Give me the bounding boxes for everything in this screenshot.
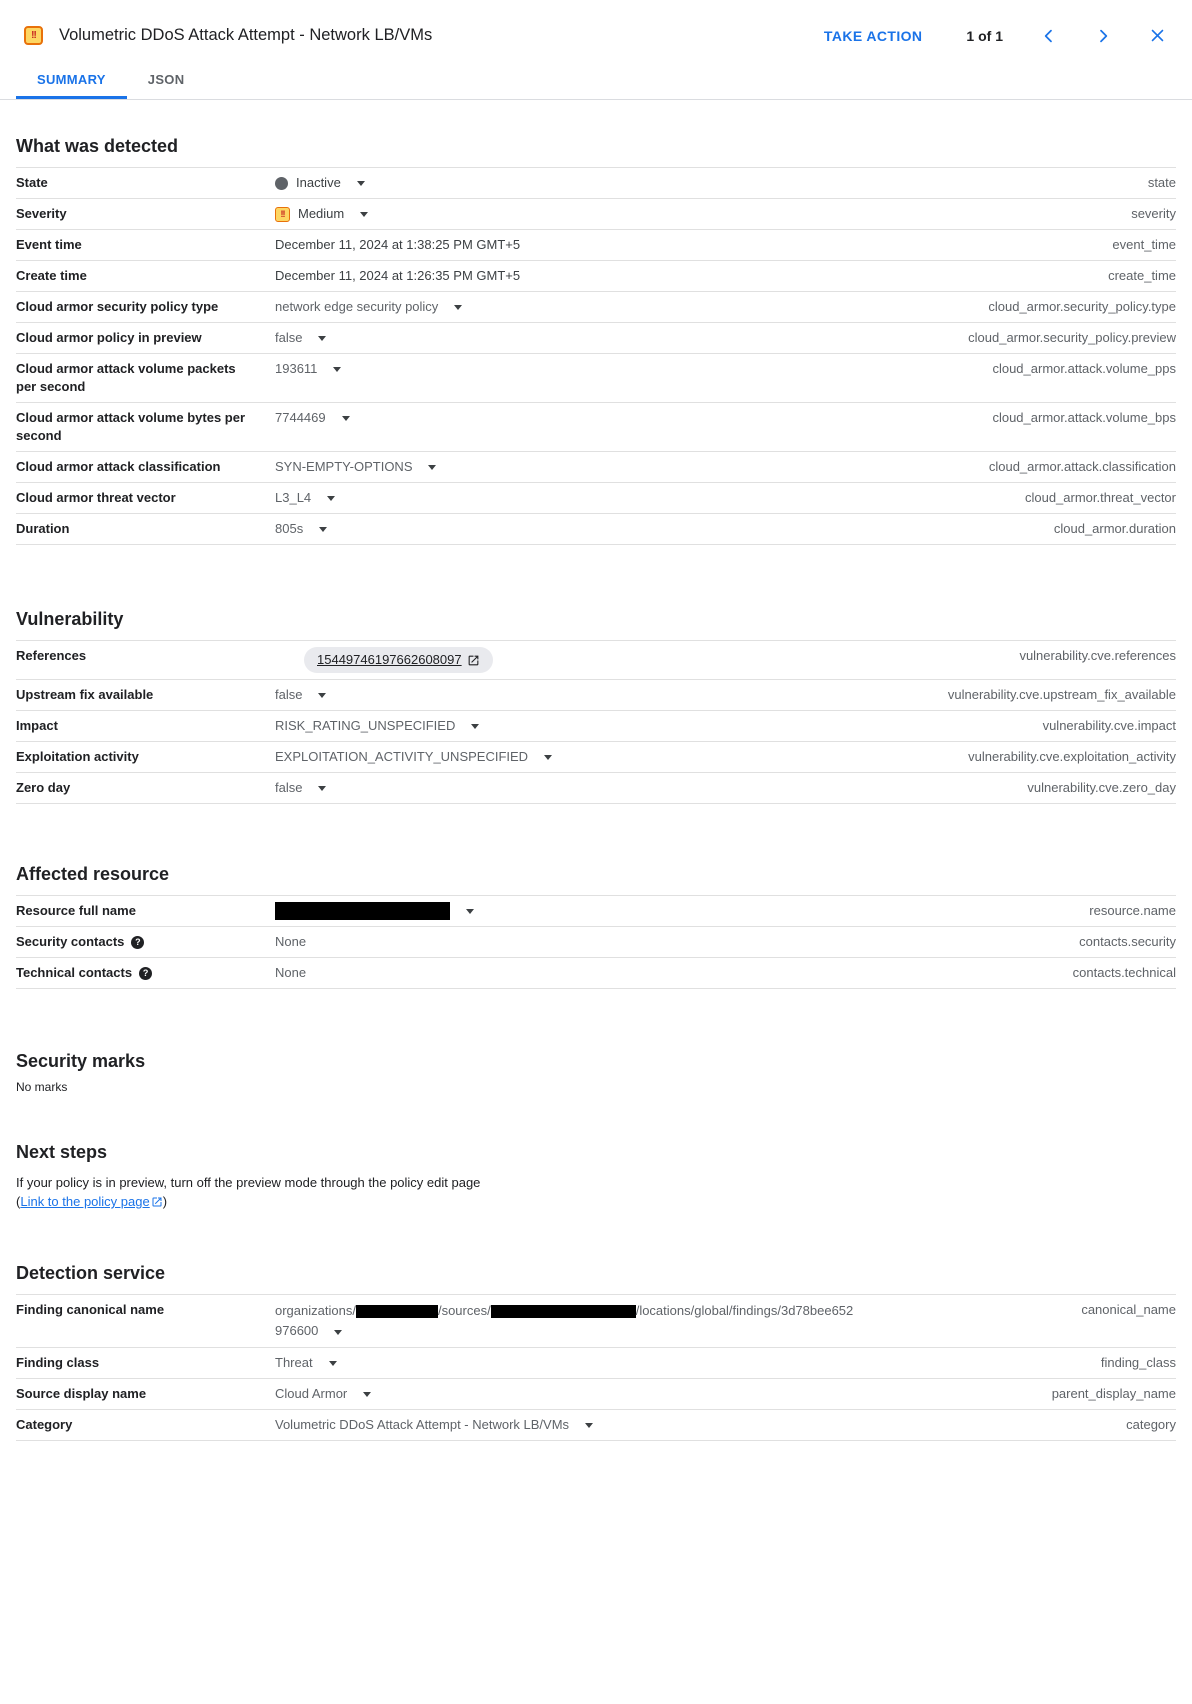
field-label: Source display name <box>16 1386 147 1401</box>
section-vulnerability <box>16 609 1176 804</box>
attribute-key: cloud_armor.threat_vector <box>1024 490 1176 505</box>
table-row <box>16 1295 1176 1348</box>
field-label: Finding class <box>16 1355 100 1370</box>
field-label: Technical contacts <box>16 965 133 980</box>
table-row <box>16 354 1176 403</box>
vulnerability-table <box>16 640 1176 804</box>
field-label: Finding canonical name <box>16 1302 165 1317</box>
table-row <box>16 483 1176 514</box>
field-value: Medium <box>298 206 345 221</box>
policy-page-link[interactable] <box>20 1194 162 1209</box>
field-label: References <box>16 648 87 663</box>
redacted-organization-id <box>356 1305 438 1318</box>
exploitation-value-dropdown[interactable] <box>275 748 552 766</box>
table-row <box>16 292 1176 323</box>
table-row <box>16 1379 1176 1410</box>
category-value-dropdown[interactable] <box>275 1416 593 1434</box>
attribute-key: cloud_armor.attack.volume_bps <box>992 410 1176 425</box>
chevron-down-icon <box>363 1392 371 1397</box>
field-value: 805s <box>275 521 304 536</box>
policy-page-link-label: Link to the policy page <box>20 1194 150 1209</box>
table-row <box>16 323 1176 354</box>
table-row <box>16 199 1176 230</box>
page-title: Volumetric DDoS Attack Attempt - Network LB/VMs <box>59 26 433 44</box>
field-label: Create time <box>16 268 87 283</box>
field-label: Exploitation activity <box>16 749 139 764</box>
table-row <box>16 680 1176 711</box>
field-value: SYN-EMPTY-OPTIONS <box>275 459 413 474</box>
next-steps-text-after: ) <box>162 1194 168 1209</box>
attribute-key: cloud_armor.security_policy.type <box>988 299 1176 314</box>
severity-value-dropdown[interactable] <box>275 205 368 223</box>
chevron-left-icon <box>1041 28 1057 44</box>
field-label: Resource full name <box>16 903 136 918</box>
chevron-down-icon <box>471 724 479 729</box>
chevron-down-icon <box>318 336 326 341</box>
attribute-key: parent_display_name <box>1051 1386 1176 1401</box>
chevron-down-icon <box>357 181 365 186</box>
attribute-key: resource.name <box>1089 903 1176 918</box>
external-link-icon <box>467 654 480 667</box>
table-row <box>16 261 1176 292</box>
field-value: false <box>275 780 303 795</box>
attribute-key: finding_class <box>1100 1355 1176 1370</box>
attribute-key: contacts.security <box>1079 934 1176 949</box>
threat-vector-value-dropdown[interactable] <box>275 489 335 507</box>
section-detection-service <box>16 1263 1176 1441</box>
attribute-key: cloud_armor.attack.volume_pps <box>992 361 1176 376</box>
field-label: Cloud armor attack volume bytes per second <box>16 410 246 443</box>
detail-tabs <box>0 61 1192 100</box>
table-row <box>16 452 1176 483</box>
next-steps-text-before: If your policy is in preview, turn off the preview mode through the policy edit page ( <box>16 1175 481 1209</box>
inactive-state-icon <box>275 177 288 190</box>
impact-value-dropdown[interactable] <box>275 717 479 735</box>
chevron-down-icon <box>585 1423 593 1428</box>
table-row <box>16 1348 1176 1379</box>
field-value: Volumetric DDoS Attack Attempt - Network LB/VMs <box>275 1417 570 1432</box>
volume-bps-value-dropdown[interactable] <box>275 409 350 427</box>
field-value: 7744469 <box>275 410 326 425</box>
canonical-name-part: organizations/ <box>275 1303 356 1318</box>
field-label: Cloud armor security policy type <box>16 299 219 314</box>
field-label: Cloud armor attack volume packets per second <box>16 361 236 394</box>
section-security-marks <box>16 1051 1176 1094</box>
table-row <box>16 896 1176 927</box>
redacted-resource-name <box>275 902 450 920</box>
section-what-was-detected <box>16 136 1176 545</box>
table-row <box>16 514 1176 545</box>
detected-table <box>16 167 1176 545</box>
tab-summary[interactable]: SUMMARY <box>16 61 127 99</box>
field-value: false <box>275 687 303 702</box>
field-label: Cloud armor policy in preview <box>16 330 202 345</box>
field-label: Impact <box>16 718 58 733</box>
chevron-down-icon <box>360 212 368 217</box>
header-actions <box>818 27 1166 45</box>
severity-warning-icon: !! <box>24 26 43 45</box>
duration-value-dropdown[interactable] <box>275 520 327 538</box>
field-label: State <box>16 175 48 190</box>
take-action-button[interactable]: TAKE ACTION <box>818 27 929 45</box>
attribute-key: create_time <box>1108 268 1176 283</box>
reference-id: 15449746197662608097 <box>317 652 462 667</box>
field-label: Duration <box>16 521 70 536</box>
chevron-down-icon <box>327 496 335 501</box>
chevron-down-icon <box>318 693 326 698</box>
attribute-key: event_time <box>1112 237 1176 252</box>
attribute-key: vulnerability.cve.zero_day <box>1027 780 1176 795</box>
table-row <box>16 1410 1176 1441</box>
upstream-fix-value-dropdown[interactable] <box>275 686 326 704</box>
field-label: Event time <box>16 237 82 252</box>
close-panel-button[interactable] <box>1149 27 1166 44</box>
chevron-down-icon <box>333 367 341 372</box>
reference-link-chip[interactable] <box>304 647 493 673</box>
attribute-key: state <box>1147 175 1176 190</box>
field-value: Cloud Armor <box>275 1386 348 1401</box>
section-title: What was detected <box>16 136 179 156</box>
field-label: Cloud armor threat vector <box>16 490 176 505</box>
table-row <box>16 403 1176 452</box>
field-label: Cloud armor attack classification <box>16 459 221 474</box>
field-value: Threat <box>275 1355 313 1370</box>
field-value: L3_L4 <box>275 490 312 505</box>
next-finding-button[interactable] <box>1095 28 1111 44</box>
pagination-count: 1 of 1 <box>966 27 1003 44</box>
field-value: 193611 <box>275 361 318 376</box>
attribute-key: cloud_armor.attack.classification <box>988 459 1176 474</box>
table-row <box>16 958 1176 989</box>
field-label: Zero day <box>16 780 71 795</box>
classification-value-dropdown[interactable] <box>275 458 436 476</box>
chevron-down-icon <box>428 465 436 470</box>
close-icon <box>1149 27 1166 44</box>
section-next-steps <box>16 1142 1176 1211</box>
field-value: false <box>275 330 303 345</box>
field-value: None <box>275 965 307 980</box>
field-label: Security contacts <box>16 934 125 949</box>
zero-day-value-dropdown[interactable] <box>275 779 326 797</box>
redacted-source-id <box>491 1305 636 1318</box>
field-value: RISK_RATING_UNSPECIFIED <box>275 718 456 733</box>
affected-table <box>16 895 1176 989</box>
chevron-down-icon <box>319 527 327 532</box>
field-value: December 11, 2024 at 1:26:35 PM GMT+5 <box>275 268 521 283</box>
tab-json[interactable]: JSON <box>127 61 206 99</box>
policy-preview-value-dropdown[interactable] <box>275 329 326 347</box>
attribute-key: contacts.technical <box>1072 965 1176 980</box>
help-icon[interactable]: ? <box>139 967 152 980</box>
security-marks-body: No marks <box>16 1080 68 1094</box>
attribute-key: vulnerability.cve.references <box>1019 648 1176 663</box>
table-row <box>16 230 1176 261</box>
chevron-down-icon <box>342 416 350 421</box>
canonical-name-part: /sources/ <box>437 1303 491 1318</box>
table-row <box>16 773 1176 804</box>
table-row <box>16 641 1176 680</box>
field-value: EXPLOITATION_ACTIVITY_UNSPECIFIED <box>275 749 529 764</box>
chevron-down-icon <box>318 786 326 791</box>
severity-medium-icon: !! <box>275 207 290 222</box>
source-display-value-dropdown[interactable] <box>275 1385 371 1403</box>
field-label: Category <box>16 1417 73 1432</box>
chevron-down-icon <box>544 755 552 760</box>
attribute-key: canonical_name <box>1081 1302 1176 1317</box>
attribute-key: vulnerability.cve.upstream_fix_available <box>947 687 1176 702</box>
section-title: Next steps <box>16 1142 108 1162</box>
section-affected-resource <box>16 864 1176 989</box>
attribute-key: vulnerability.cve.exploitation_activity <box>968 749 1176 764</box>
chevron-down-icon <box>466 909 474 914</box>
section-title: Affected resource <box>16 864 170 884</box>
chevron-down-icon <box>334 1330 342 1335</box>
section-title: Vulnerability <box>16 609 124 629</box>
field-value: December 11, 2024 at 1:38:25 PM GMT+5 <box>275 237 521 252</box>
field-value: None <box>275 934 307 949</box>
field-value: Inactive <box>296 175 341 190</box>
canonical-name-part: /locations/global/findings/3d78bee652976600 <box>275 1303 854 1338</box>
table-row <box>16 927 1176 958</box>
field-label: Severity <box>16 206 67 221</box>
state-value-dropdown[interactable] <box>275 174 365 192</box>
table-row <box>16 742 1176 773</box>
canonical-name-value-dropdown[interactable] <box>275 1303 853 1338</box>
attribute-key: vulnerability.cve.impact <box>1042 718 1176 733</box>
help-icon[interactable]: ? <box>131 936 144 949</box>
chevron-right-icon <box>1095 28 1111 44</box>
attribute-key: cloud_armor.security_policy.preview <box>968 330 1176 345</box>
volume-pps-value-dropdown[interactable] <box>275 360 341 378</box>
section-title: Detection service <box>16 1263 166 1283</box>
chevron-down-icon <box>329 1361 337 1366</box>
policy-type-value-dropdown[interactable] <box>275 298 462 316</box>
detection-table <box>16 1294 1176 1441</box>
finding-class-value-dropdown[interactable] <box>275 1354 337 1372</box>
finding-header <box>0 0 1192 45</box>
table-row <box>16 711 1176 742</box>
previous-finding-button[interactable] <box>1041 28 1057 44</box>
field-value: network edge security policy <box>275 299 439 314</box>
external-link-icon <box>150 1194 163 1209</box>
next-steps-text <box>16 1173 506 1211</box>
attribute-key: cloud_armor.duration <box>1053 521 1176 536</box>
chevron-down-icon <box>454 305 462 310</box>
resource-name-value-dropdown[interactable] <box>275 902 474 920</box>
section-title: Security marks <box>16 1051 146 1071</box>
attribute-key: severity <box>1131 206 1176 221</box>
table-row <box>16 168 1176 199</box>
attribute-key: category <box>1126 1417 1176 1432</box>
field-label: Upstream fix available <box>16 687 154 702</box>
